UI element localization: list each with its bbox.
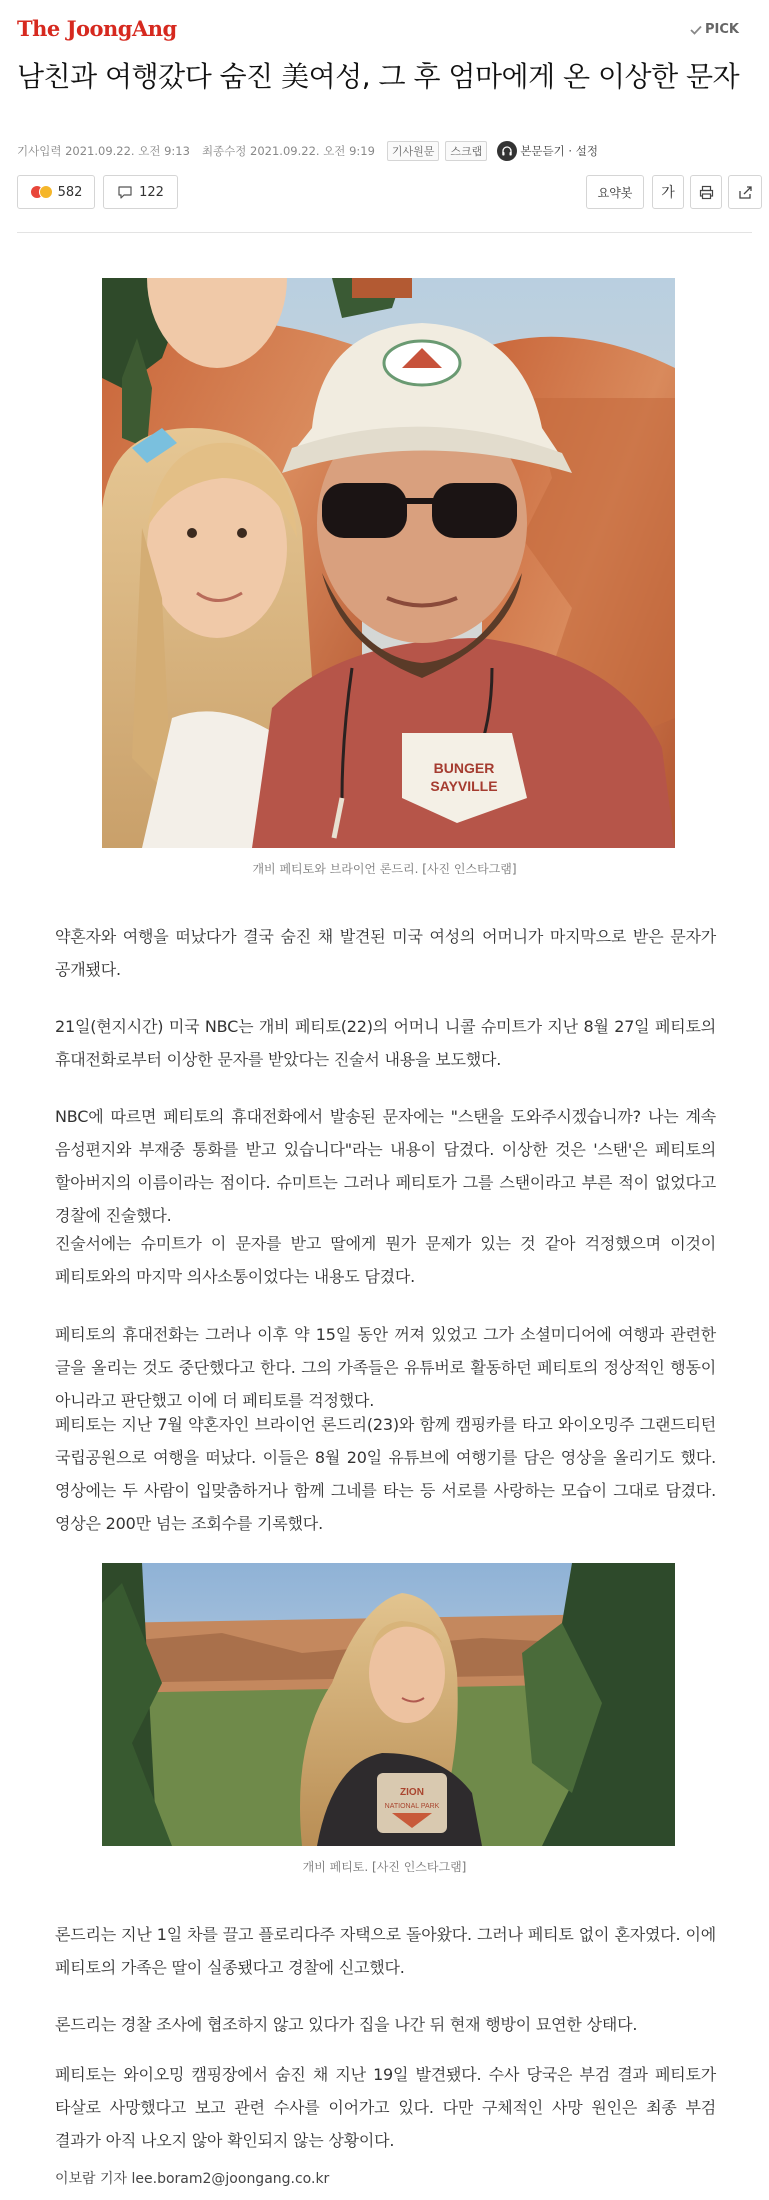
article-paragraph: 페티토는 와이오밍 캠핑장에서 숨진 채 지난 19일 발견됐다. 수사 당국은 부검 결과 페티토가 타살로 사망했다고 보고 관련 수사를 이어가고 있다. 다만 구체적인 사망 원인은 최종 부검 결과가 아직 나오지 않아 확인되지 않는 상황이다. bbox=[55, 2065, 716, 2150]
comment-icon bbox=[117, 185, 133, 200]
photo2-shirt-line2: NATIONAL PARK bbox=[384, 1803, 440, 1810]
summary-bot-button[interactable]: 요약봇 bbox=[586, 175, 644, 209]
article-paragraph: 약혼자와 여행을 떠났다가 결국 숨진 채 발견된 미국 여성의 어머니가 마지막으로 받은 문자가 공개됐다. bbox=[55, 927, 716, 979]
reaction-button[interactable] bbox=[17, 175, 95, 209]
photo1-shirt-line2: SAYVILLE bbox=[430, 778, 498, 794]
scrap-button[interactable]: 스크랩 bbox=[445, 141, 487, 161]
photo1-caption: 개비 페티토와 브라이언 론드리. [사진 인스타그램] bbox=[252, 862, 517, 876]
print-button[interactable] bbox=[690, 175, 722, 209]
header-divider bbox=[17, 232, 752, 233]
article-paragraph: 21일(현지시간) 미국 NBC는 개비 페티토(22)의 어머니 니콜 슈미트가 지난 8월 27일 페티토의 휴대전화로부터 이상한 문자를 받았다는 진술서 내용을 보도했다. bbox=[55, 1017, 716, 1069]
comment-count: 122 bbox=[139, 184, 164, 200]
top-bar bbox=[0, 0, 769, 58]
listen-label: 본문듣기 · 설정 bbox=[520, 144, 598, 158]
listen-button[interactable] bbox=[497, 141, 598, 161]
article-paragraph: 페티토의 휴대전화는 그러나 이후 약 15일 동안 꺼져 있었고 그가 소셜미디어에 여행과 관련한 글을 올리는 것도 중단했다고 한다. 그의 가족들은 유튜버로 활동하던 페티토의 정상적인 행동이 아니라고 판단했고 이에 더 페티토를 걱정했다. bbox=[55, 1325, 716, 1410]
pick-button[interactable] bbox=[690, 22, 739, 37]
published-time: 기사입력 2021.09.22. 오전 9:13 bbox=[17, 144, 190, 158]
original-article-button[interactable]: 기사원문 bbox=[387, 141, 440, 161]
headphones-icon bbox=[497, 141, 517, 161]
article-paragraph: 론드리는 지난 1일 차를 끌고 플로리다주 자택으로 돌아왔다. 그러나 페티토 없이 혼자였다. 이에 페티토의 가족은 딸이 실종됐다고 경찰에 신고했다. bbox=[55, 1925, 716, 1977]
article-paragraph: 론드리는 경찰 조사에 협조하지 않고 있다가 집을 나간 뒤 현재 행방이 묘연한 상태다. bbox=[55, 2015, 638, 2034]
photo2-caption: 개비 페티토. [사진 인스타그램] bbox=[302, 1860, 467, 1874]
comment-button[interactable] bbox=[103, 175, 178, 209]
share-button[interactable] bbox=[728, 175, 762, 209]
reaction-emoji-icon bbox=[30, 185, 53, 199]
print-icon bbox=[699, 185, 714, 200]
font-size-button[interactable]: 가 bbox=[652, 175, 684, 209]
share-icon bbox=[738, 185, 753, 200]
reporter-byline[interactable]: 이보람 기자 lee.boram2@joongang.co.kr bbox=[55, 2171, 330, 2187]
action-bar bbox=[17, 175, 752, 209]
article-paragraph: 페티토는 지난 7월 약혼자인 브라이언 론드리(23)와 함께 캠핑카를 타고 와이오밍주 그랜드티턴 국립공원으로 여행을 떠났다. 이들은 8월 20일 유튜브에 여행기를 담은 영상을 올리기도 했다. 영상에는 두 사람이 입맞춤하거나 함께 그네를 타는 등 서로를 사랑하는 모습이 그대로 담겼다. 영상은 200만 넘는 조회수를 기록했다. bbox=[55, 1415, 716, 1533]
article-paragraph: NBC에 따르면 페티토의 휴대전화에서 발송된 문자에는 "스탠을 도와주시겠습니까? 나는 계속 음성편지와 부재중 통화를 받고 있습니다"라는 내용이 담겼다. 이상한 것은 '스탠'은 페티토의 할아버지의 이름이라는 점이다. 슈미트는 그러나 페티토가 그를 스탠이라고 부른 적이 없었다고 경찰에 진술했다. bbox=[55, 1107, 716, 1225]
article-paragraph: 진술서에는 슈미트가 이 문자를 받고 딸에게 뭔가 문제가 있는 것 같아 걱정했으며 이것이 페티토와의 마지막 의사소통이었다는 내용도 담겼다. bbox=[55, 1234, 716, 1286]
site-logo[interactable]: The JoongAng bbox=[17, 16, 177, 41]
article-meta bbox=[17, 140, 598, 162]
check-icon bbox=[690, 25, 702, 35]
photo1-shirt-line1: BUNGER bbox=[433, 760, 495, 776]
article-photo-couple[interactable] bbox=[102, 278, 675, 848]
updated-time: 최종수정 2021.09.22. 오전 9:19 bbox=[201, 144, 375, 158]
pick-label: PICK bbox=[705, 22, 739, 37]
photo2-shirt-line1: ZION bbox=[400, 1787, 424, 1798]
reaction-count: 582 bbox=[57, 184, 83, 200]
article-photo-woman[interactable] bbox=[102, 1563, 675, 1846]
article-title: 남친과 여행갔다 숨진 美여성, 그 후 엄마에게 온 이상한 문자 bbox=[17, 60, 740, 93]
